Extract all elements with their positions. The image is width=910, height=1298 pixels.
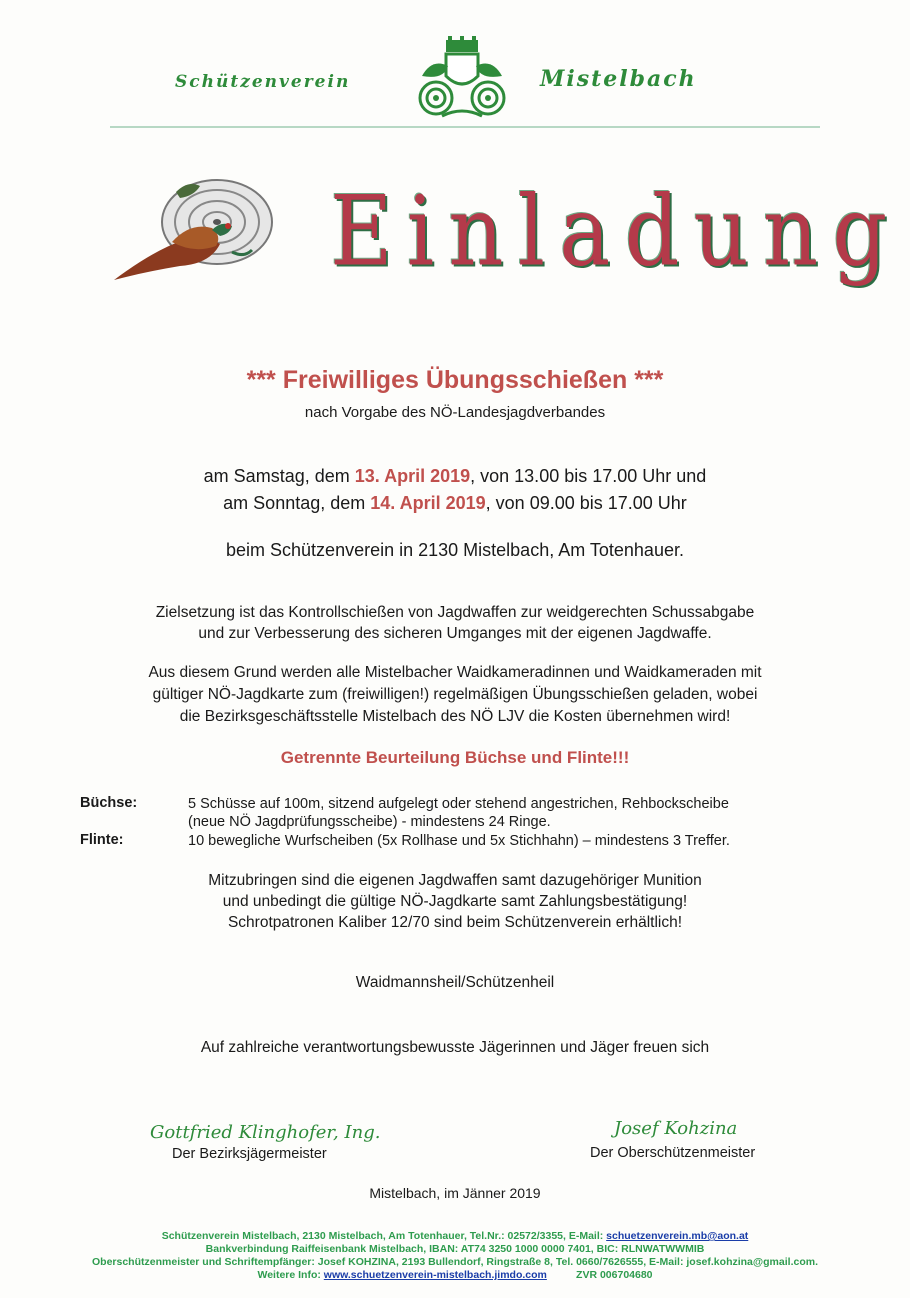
footer-website-link[interactable]: www.schuetzenverein-mistelbach.jimdo.com xyxy=(323,1269,547,1281)
bring-line: Mitzubringen sind die eigenen Jagdwaffen samt dazugehöriger Munition xyxy=(208,872,702,889)
footer-line-info: Weitere Info: www.schuetzenverein-mistelbach.jimdo.com ZVR 006704680 xyxy=(257,1269,653,1281)
signature-role-right: Der Oberschützenmeister xyxy=(590,1145,756,1161)
invite-line: die Bezirksgeschäftsstelle Mistelbach des NÖ LJV die Kosten übernehmen wird! xyxy=(179,708,731,725)
pheasant-target-icon xyxy=(112,172,282,292)
goal-line: und zur Verbesserung des sicheren Umganges mit der eigenen Jagdwaffe. xyxy=(198,625,712,642)
date-highlight: 14. April 2019 xyxy=(370,493,486,513)
signature-role-left: Der Bezirksjägermeister xyxy=(172,1146,327,1162)
shotgun-rule-line: 10 bewegliche Wurfscheiben (5x Rollhase und 5x Stichhahn) – mindestens 3 Treffer. xyxy=(188,833,730,849)
club-name-left: Schützenverein xyxy=(175,72,351,92)
rifle-label: Büchse: xyxy=(80,795,138,811)
goal-line: Zielsetzung ist das Kontrollschießen von Jagdwaffen zur weidgerechten Schussabgabe xyxy=(155,604,755,621)
footer-line-contact: Schützenverein Mistelbach, 2130 Mistelbach, Am Totenhauer, Tel.Nr.: 02572/3355, E-Mail: schuetzenverein.mb@aon.at xyxy=(161,1230,749,1242)
section-heading: Getrennte Beurteilung Büchse und Flinte!!! xyxy=(280,748,630,767)
rifle-rule-line: (neue NÖ Jagdprüfungsscheibe) - mindestens 24 Ringe. xyxy=(188,814,551,830)
footer-line-contact-person: Oberschützenmeister und Schriftempfänger: Josef KOHZINA, 2193 Bullendorf, Ringstraße 8, Tel. 0660/7626555, E-Mail: josef.kohzina@gmail.com. xyxy=(92,1256,818,1268)
invite-line: Aus diesem Grund werden alle Mistelbacher Waidkameradinnen und Waidkameraden mit xyxy=(148,664,762,681)
page-title: Einladung xyxy=(330,176,902,288)
closing-line: Auf zahlreiche verantwortungsbewusste Jägerinnen und Jäger freuen sich xyxy=(200,1039,710,1056)
event-subtitle: *** Freiwilliges Übungsschießen *** xyxy=(246,366,664,394)
event-subnote: nach Vorgabe des NÖ-Landesjagdverbandes xyxy=(304,404,606,421)
footer-line-bank: Bankverbindung Raiffeisenbank Mistelbach, IBAN: AT74 3250 1000 0000 7401, BIC: RLNWATWWMIB xyxy=(205,1243,705,1255)
invite-line: gültiger NÖ-Jagdkarte zum (freiwilligen!) regelmäßigen Übungsschießen geladen, wobei xyxy=(152,686,758,703)
date-line-sunday: am Sonntag, dem 14. April 2019, von 09.00 bis 17.00 Uhr xyxy=(223,493,687,513)
signature-right: Josef Kohzina xyxy=(614,1118,738,1139)
date-highlight: 13. April 2019 xyxy=(354,466,471,486)
club-name-right: Mistelbach xyxy=(540,66,697,92)
shotgun-label: Flinte: xyxy=(80,832,124,848)
header-divider xyxy=(110,126,820,128)
signature-left: Gottfried Klinghofer, Ing. xyxy=(150,1122,381,1143)
bring-line: Schrotpatronen Kaliber 12/70 sind beim Schützenverein erhältlich! xyxy=(227,914,683,931)
rifle-rule-line: 5 Schüsse auf 100m, sitzend aufgelegt oder stehend angestrichen, Rehbockscheibe xyxy=(188,796,729,812)
place-date: Mistelbach, im Jänner 2019 xyxy=(369,1185,541,1201)
greeting: Waidmannsheil/Schützenheil xyxy=(355,974,555,991)
club-crest-icon xyxy=(412,36,512,120)
venue-text: beim Schützenverein in 2130 Mistelbach, Am Totenhauer. xyxy=(226,540,684,560)
date-line-saturday: am Samstag, dem 13. April 2019, von 13.00 bis 17.00 Uhr und xyxy=(203,466,707,486)
footer-email-link[interactable]: schuetzenverein.mb@aon.at xyxy=(606,1230,749,1242)
bring-line: und unbedingt die gültige NÖ-Jagdkarte samt Zahlungsbestätigung! xyxy=(222,893,688,910)
